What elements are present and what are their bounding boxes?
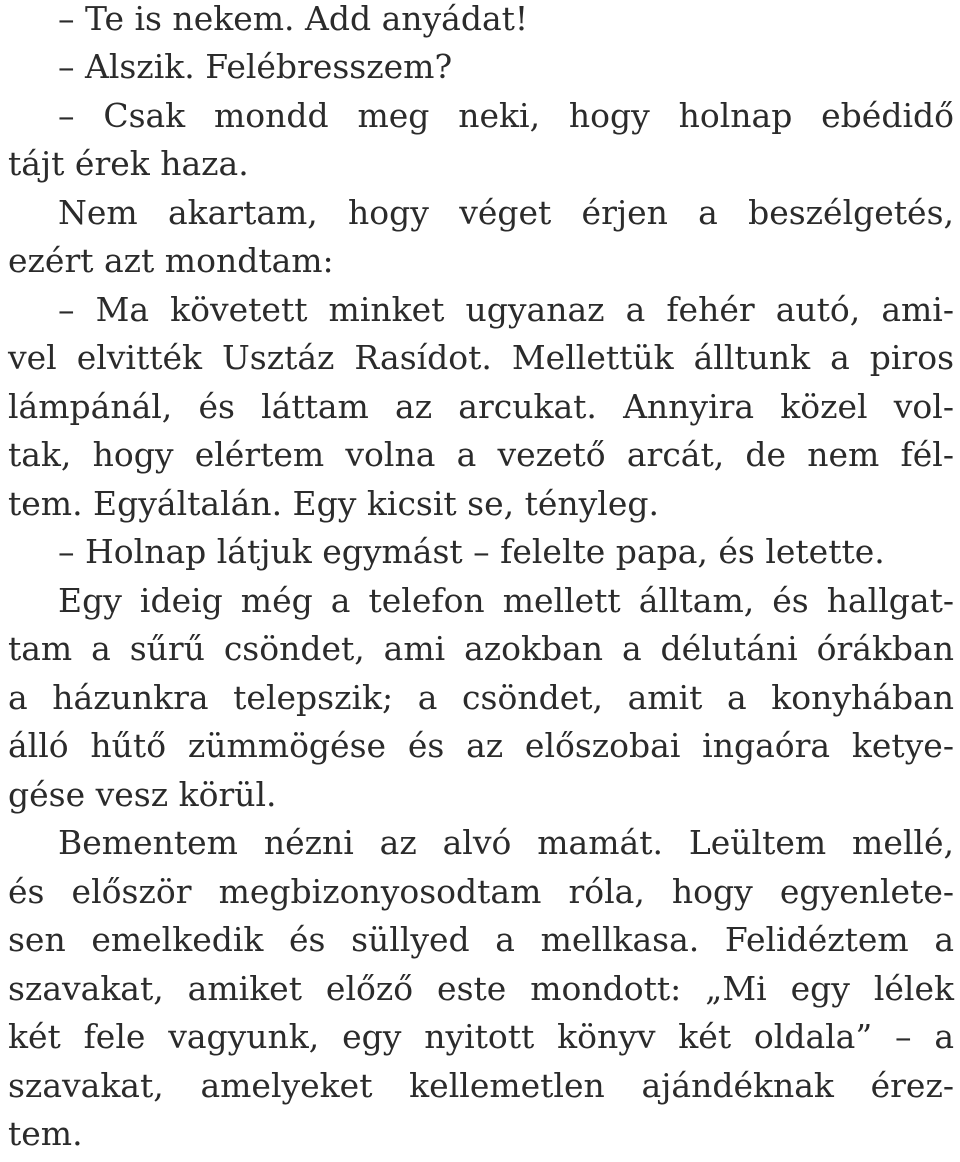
text-line: tak, hogy elértem volna a vezető arcát, de nem fél- xyxy=(8,435,954,474)
text-line: lámpánál, és láttam az arcukat. Annyira közel vol- xyxy=(8,387,954,426)
text-line: tájt érek haza. xyxy=(8,144,249,183)
text-line: sen emelkedik és süllyed a mellkasa. Felidéztem a xyxy=(8,920,954,959)
text-line: gése vesz körül. xyxy=(8,775,277,814)
text-line: – Ma követett minket ugyanaz a fehér autó, ami- xyxy=(58,290,954,329)
text-line: tem. Egyáltalán. Egy kicsit se, tényleg. xyxy=(8,484,659,523)
text-line: szavakat, amelyeket kellemetlen ajándéknak érez- xyxy=(8,1066,954,1105)
text-line: Egy ideig még a telefon mellett álltam, és hallgat- xyxy=(58,581,954,620)
text-line: Bementem nézni az alvó mamát. Leültem mellé, xyxy=(58,823,954,862)
text-line: tem. xyxy=(8,1114,83,1153)
text-line: és először megbizonyosodtam róla, hogy egyenlete- xyxy=(8,872,954,911)
text-line: – Alszik. Felébresszem? xyxy=(58,47,453,86)
text-line: – Holnap látjuk egymást – felelte papa, és letette. xyxy=(58,532,885,571)
text-line: álló hűtő zümmögése és az előszobai ingaóra ketye- xyxy=(8,726,954,765)
text-line: Nem akartam, hogy véget érjen a beszélgetés, xyxy=(58,193,954,232)
text-line: tam a sűrű csöndet, ami azokban a délutáni órákban xyxy=(8,629,954,668)
text-line: – Te is nekem. Add anyádat! xyxy=(58,0,529,38)
text-line: – Csak mondd meg neki, hogy holnap ebédidő xyxy=(58,96,954,135)
text-line: szavakat, amiket előző este mondott: „Mi egy lélek xyxy=(8,969,954,1008)
text-line: ezért azt mondtam: xyxy=(8,241,334,280)
text-line: két fele vagyunk, egy nyitott könyv két oldala” – a xyxy=(8,1017,954,1056)
text-line: vel elvitték Usztáz Rasídot. Mellettük álltunk a piros xyxy=(8,338,954,377)
text-line: a házunkra telepszik; a csöndet, amit a konyhában xyxy=(8,678,954,717)
